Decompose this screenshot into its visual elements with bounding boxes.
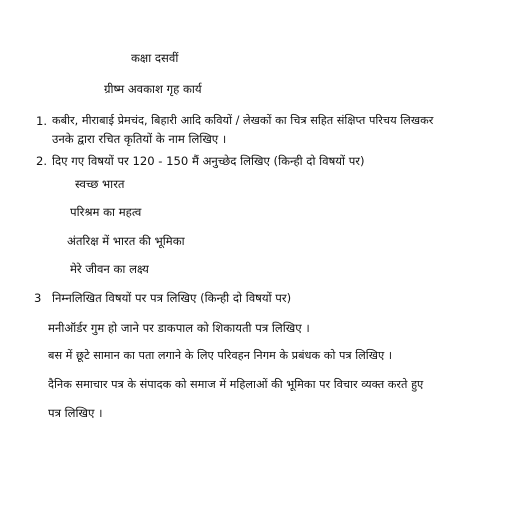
question-2-topic-3: अंतरिक्ष में भारत की भूमिका — [67, 234, 185, 248]
question-3-topic-2: बस में छूटे सामान का पता लगाने के लिए परिवहन निगम के प्रबंधक को पत्र लिखिए । — [48, 349, 393, 362]
class-title: कक्षा दसवीं — [131, 51, 179, 65]
question-1-number: 1. — [36, 114, 48, 128]
question-3-topic-3: दैनिक समाचार पत्र के संपादक को समाज में महिलाओं की भूमिका पर विचार व्यक्त करते हुए — [48, 378, 424, 391]
homework-subtitle: ग्रीष्म अवकाश गृह कार्य — [104, 82, 202, 96]
question-2-number: 2. — [36, 154, 48, 168]
question-1-line-1: कबीर, मीराबाई प्रेमचंद, बिहारी आदि कवियों / लेखकों का चित्र सहित संक्षिप्त परिचय लिखकर — [52, 114, 434, 127]
question-3-line-1: निम्नलिखित विषयों पर पत्र लिखिए (किन्ही दो विषयों पर) — [52, 291, 292, 305]
question-3-topic-1: मनीऑर्डर गुम हो जाने पर डाकपाल को शिकायती पत्र लिखिए । — [48, 321, 310, 335]
question-1-line-2: उनके द्वारा रचित कृतियों के नाम लिखिए । — [52, 132, 227, 146]
question-3-number: 3 — [34, 291, 42, 305]
question-2-line-1: दिए गए विषयों पर 120 - 150 मैं अनुच्छेद लिखिए (किन्ही दो विषयों पर) — [52, 154, 365, 168]
question-3-topic-4: पत्र लिखिए । — [48, 406, 103, 420]
question-2-topic-4: मेरे जीवन का लक्ष्य — [70, 262, 149, 276]
question-2-topic-1: स्वच्छ भारत — [75, 177, 125, 191]
question-2-topic-2: परिश्रम का महत्व — [70, 205, 142, 219]
